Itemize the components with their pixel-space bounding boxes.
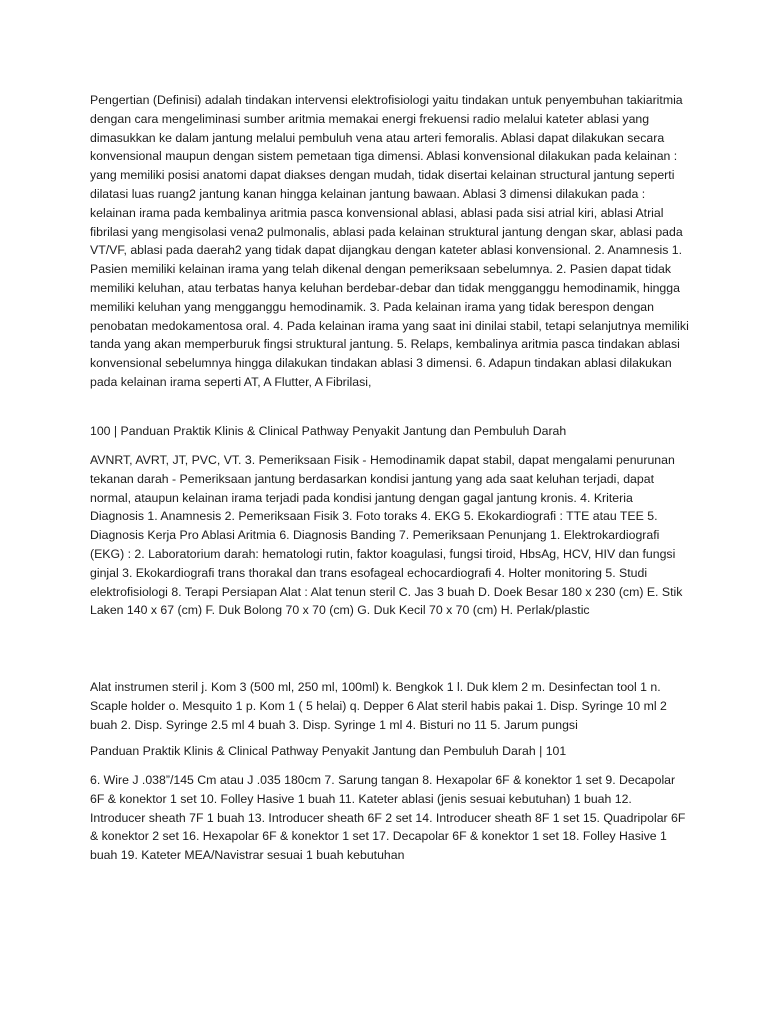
paragraph-examination: AVNRT, AVRT, JT, PVC, VT. 3. Pemeriksaan Fisik - Hemodinamik dapat stabil, dapat mengalami penurunan tekanan darah - Pemeriksaan jantung berdasarkan kondisi jantung yang ada saat keluhan terjadi, dapat normal, ataupun kelainan irama terjadi pada kondisi jantung dengan gagal jantung kronis. 4. Kriteria Diagnosis 1. Anamnesis 2. Pemeriksaan Fisik 3. Foto toraks 4. EKG 5. Ekokardiografi : TTE atau TEE 5. Diagnosis Kerja Pro Ablasi Aritmia 6. Diagnosis Banding 7. Pemeriksaan Penunjang 1. Elektrokardiografi (EKG) : 2. Laboratorium darah: hematologi rutin, faktor koagulasi, fungsi tiroid, HbsAg, HCV, HIV dan fungsi ginjal 3. Ekokardiografi trans thorakal dan trans esofageal echocardiografi 4. Holter monitoring 5. Studi elektrofisiologi 8. Terapi Persiapan Alat : Alat tenun steril C. Jas 3 buah D. Doek Besar 180 x 230 (cm) E. Stik Laken 140 x 67 (cm) F. Duk Bolong 70 x 70 (cm) G. Duk Kecil 70 x 70 (cm) H. Perlak/plastic: [90, 453, 683, 618]
paragraph-instruments: Alat instrumen steril j. Kom 3 (500 ml, 250 ml, 100ml) k. Bengkok 1 l. Duk klem 2 m. Desinfectan tool 1 n. Scaple holder o. Mesquito 1 p. Kom 1 ( 5 helai) q. Depper 6 Alat steril habis pakai 1. Disp. Syringe 10 ml 2 buah 2. Disp. Syringe 2.5 ml 4 buah 3. Disp. Syringe 1 ml 4. Bisturi no 11 5. Jarum pungsi: [90, 680, 667, 732]
paragraph-definition: Pengertian (Definisi) adalah tindakan intervensi elektrofisiologi yaitu tindakan untuk penyembuhan takiaritmia dengan cara mengeliminasi sumber aritmia memakai energi frekuensi radio melalui kateter ablasi yang dimasukkan ke dalam jantung melalui pembuluh vena atau arteri femoralis. Ablasi dapat dilakukan secara konvensional maupun dengan sistem pemetaan tiga dimensi. Ablasi konvensional dilakukan pada kelainan : yang memiliki posisi anatomi dapat diakses dengan mudah, tidak disertai kelainan structural jantung seperti dilatasi luas ruang2 jantung kanan hingga kelainan jantung bawaan. Ablasi 3 dimensi dilakukan pada : kelainan irama pada kembalinya aritmia pasca konvensional ablasi, ablasi pada sisi atrial kiri, ablasi Atrial fibrilasi yang mengisolasi vena2 pulmonalis, ablasi pada kelainan struktural jantung dengan skar, ablasi pada VT/VF, ablasi pada daerah2 yang tidak dapat dijangkau dengan kateter ablasi konvensional. 2. Anamnesis 1. Pasien memiliki kelainan irama yang telah dikenal dengan pemeriksaan sebelumnya. 2. Pasien dapat tidak memiliki keluhan, atau terbatas hanya keluhan berdebar-debar dan tidak mengganggu hemodinamik, hingga memiliki keluhan yang mengganggu hemodinamik. 3. Pada kelainan irama yang tidak berespon dengan penobatan medokamentosa oral. 4. Pada kelainan irama yang saat ini dinilai stabil, tetapi selanjutnya memiliki tanda yang akan memperburuk fingsi struktural jantung. 5. Relaps, kembalinya aritmia pasca tindakan ablasi konvensional sebelumnya hingga dilakukan tindakan ablasi 3 dimensi. 6. Adapun tindakan ablasi dilakukan pada kelainan irama seperti AT, A Flutter, A Fibrilasi,: [90, 93, 689, 389]
page-header-100: 100 | Panduan Praktik Klinis & Clinical Pathway Penyakit Jantung dan Pembuluh Darah: [90, 424, 567, 438]
paragraph-materials: 6. Wire J .038”/145 Cm atau J .035 180cm 7. Sarung tangan 8. Hexapolar 6F & konektor 1 set 9. Decapolar 6F & konektor 1 set 10. Folley Hasive 1 buah 11. Kateter ablasi (jenis sesuai kebutuhan) 1 buah 12. Introducer sheath 7F 1 buah 13. Introducer sheath 6F 2 set 14. Introducer sheath 8F 1 set 15. Quadripolar 6F & konektor 2 set 16. Hexapolar 6F & konektor 1 set 17. Decapolar 6F & konektor 1 set 18. Folley Hasive 1 buah 19. Kateter MEA/Navistrar sesuai 1 buah kebutuhan: [90, 773, 686, 863]
page-header-101: Panduan Praktik Klinis & Clinical Pathway Penyakit Jantung dan Pembuluh Darah | 101: [90, 744, 567, 758]
